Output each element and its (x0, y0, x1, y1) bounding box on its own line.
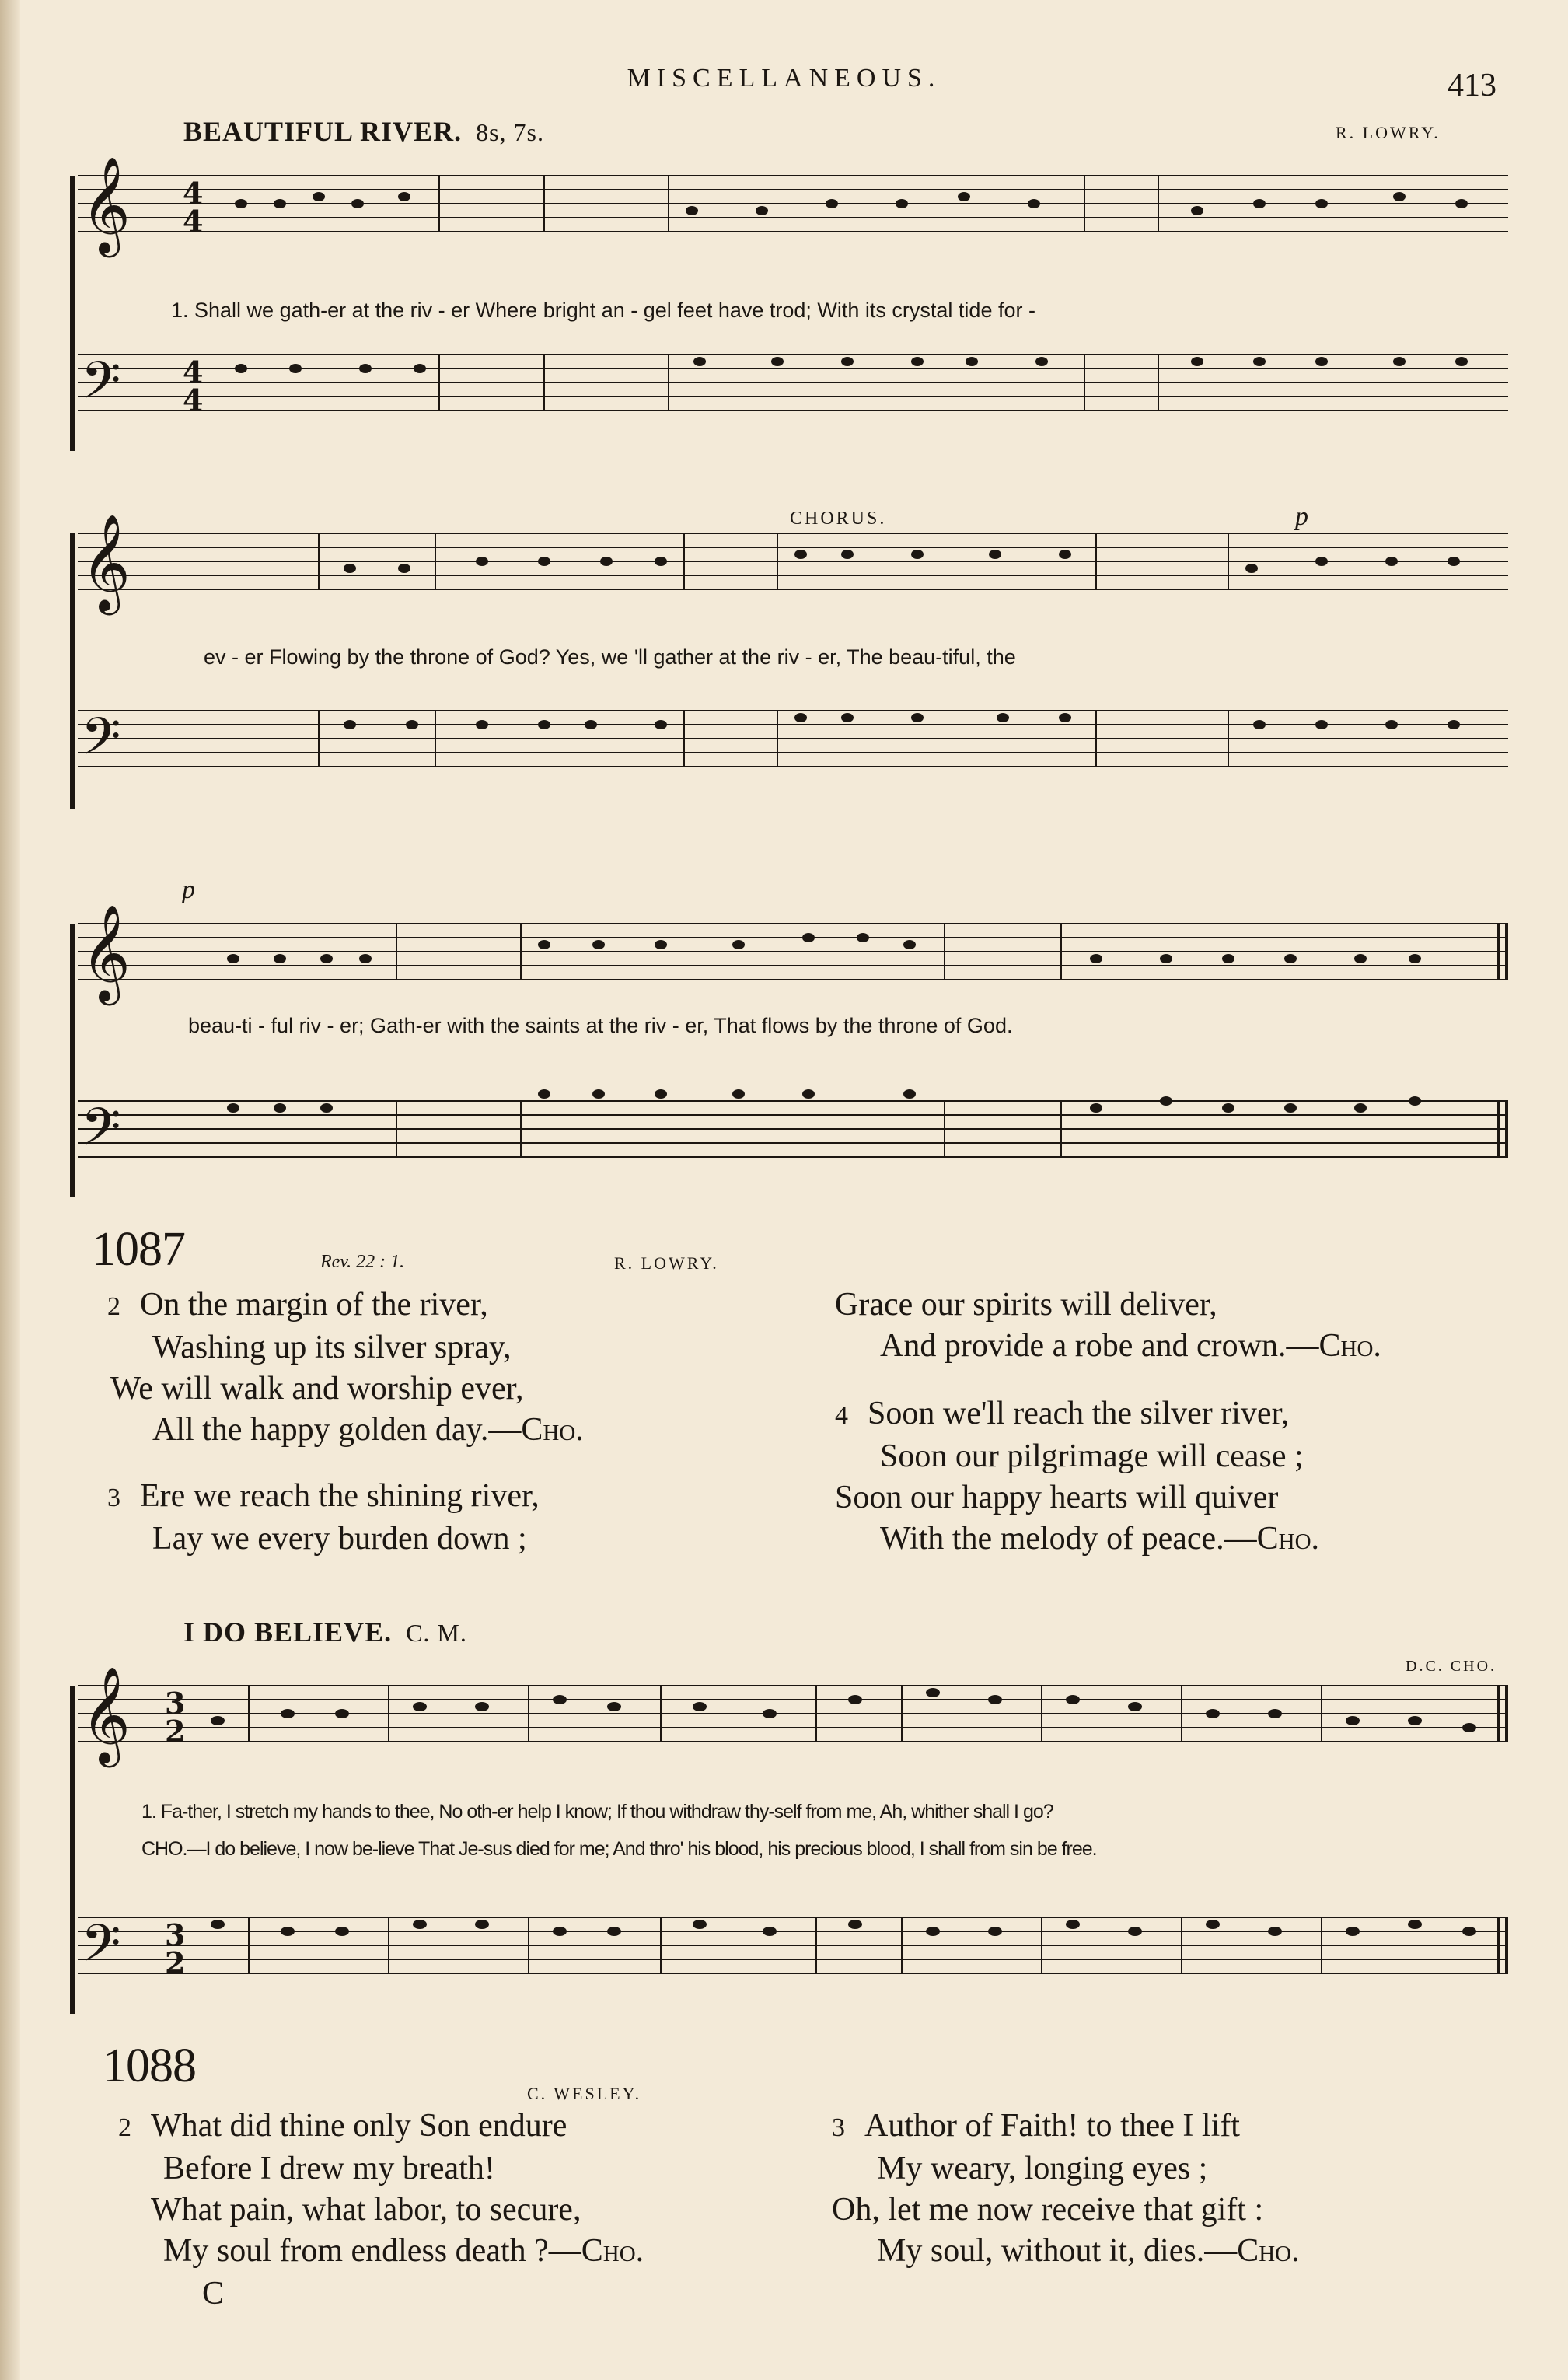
stanza-1088-3 (832, 2106, 1300, 2272)
stanza-number: 4 (835, 1401, 848, 1430)
bass-clef-2: 𝄢 (81, 707, 121, 779)
treble-clef-4: 𝄞 (81, 1666, 131, 1763)
stanza-line: On the margin of the river, (140, 1287, 488, 1323)
stanza-number: 2 (107, 1292, 120, 1321)
stanza-number: 3 (107, 1484, 120, 1512)
chorus-cue: Cho. (581, 2233, 644, 2269)
hymn-author-1088: C. WESLEY. (527, 2084, 642, 2103)
stanza-line: All the happy golden day.— (152, 1412, 522, 1448)
lyrics-system-2: ev - er Flowing by the throne of God? Yes, we 'll gather at the riv - er, The beau-tiful, the (204, 645, 1016, 669)
stanza-line: What pain, what labor, to secure, (151, 2192, 581, 2228)
chorus-cue: Cho. (1256, 1521, 1320, 1557)
stanza-line: Soon we'll reach the silver river, (868, 1396, 1290, 1431)
stanza-1088-2 (118, 2106, 644, 2272)
tune-composer: R. LOWRY. (1336, 123, 1441, 142)
stanza-line: Soon our happy hearts will quiver (835, 1480, 1279, 1515)
stanza-line: Before I drew my breath! (163, 2151, 495, 2186)
stanza-line: My weary, longing eyes ; (877, 2151, 1208, 2186)
stanza-line: Washing up its silver spray, (152, 1330, 512, 1365)
stanza-number: 2 (118, 2113, 131, 2142)
stanza-line: My soul from endless death ?— (163, 2233, 581, 2269)
stanza-line: Lay we every burden down ; (152, 1521, 527, 1557)
time-signature-treble-2: 3 (165, 1686, 186, 1721)
svg-text:2: 2 (165, 1945, 186, 1980)
bass-clef-1: 𝄢 (81, 351, 121, 423)
svg-text:4: 4 (183, 383, 204, 418)
time-signature-bass-2: 3 (165, 1917, 186, 1952)
chorus-cue: Cho. (521, 1412, 584, 1448)
tune-meter: C. M. (406, 1619, 467, 1647)
running-head: MISCELLANEOUS. (627, 64, 941, 93)
time-signature-treble: 4 (183, 176, 204, 211)
tune-name: BEAUTIFUL RIVER. (183, 116, 463, 147)
scripture-reference: Rev. 22 : 1. (320, 1252, 405, 1272)
treble-clef-2: 𝄞 (81, 514, 131, 611)
stanza-line: Author of Faith! to thee I lift (864, 2108, 1240, 2144)
dc-chorus-mark: D.C. CHO. (1406, 1658, 1497, 1675)
stanza-line: My soul, without it, dies.— (877, 2233, 1238, 2269)
treble-clef-3: 𝄞 (81, 904, 131, 1001)
page-number: 413 (1448, 68, 1496, 103)
hymn-author-1087: R. LOWRY. (614, 1253, 719, 1273)
chorus-mark: CHORUS. (790, 509, 887, 529)
chorus-cue: Cho. (1237, 2233, 1300, 2269)
stanza-line: We will walk and worship ever, (110, 1371, 524, 1407)
lyrics-system-1: 1. Shall we gath-er at the riv - er Where bright an - gel feet have trod; With its crystal tide for - (171, 299, 1035, 322)
tune-meter: 8s, 7s. (476, 118, 544, 146)
bass-clef-4: 𝄢 (81, 1913, 121, 1986)
printer-signature: C (202, 2276, 225, 2312)
lyrics-system-3: beau-ti - ful riv - er; Gath-er with the saints at the riv - er, That flows by the throne of God. (188, 1014, 1013, 1037)
treble-clef-1: 𝄞 (81, 156, 131, 253)
stanza-line: Oh, let me now receive that gift : (832, 2192, 1264, 2228)
stanza-line: And provide a robe and crown.— (880, 1328, 1319, 1364)
stanza-line: Soon our pilgrimage will cease ; (880, 1438, 1304, 1474)
stanza-line: Grace our spirits will deliver, (835, 1287, 1217, 1323)
bass-clef-3: 𝄢 (81, 1097, 121, 1169)
chorus-cue: Cho. (1318, 1328, 1381, 1364)
svg-text:4: 4 (183, 204, 204, 239)
verse-lyrics: 1. Fa-ther, I stretch my hands to thee, No oth-er help I know; If thou withdraw thy-self from me, Ah, whither shall I go? (141, 1801, 1053, 1823)
stanza-line: With the melody of peace.— (880, 1521, 1257, 1557)
tune-name: I DO BELIEVE. (183, 1616, 393, 1648)
dynamic-mark-1: p (1295, 502, 1308, 531)
stanza-number: 3 (832, 2113, 845, 2142)
stanza-line: What did thine only Son endure (151, 2108, 567, 2144)
hymn-number-1088: 1088 (103, 2039, 196, 2092)
chorus-lyrics: CHO.—I do believe, I now be-lieve That Je-sus died for me; And thro' his blood, his precious blood, I shall from sin be free. (141, 1838, 1097, 1860)
dynamic-mark-2: p (182, 875, 195, 904)
time-signature-bass: 4 (183, 355, 204, 390)
hymn-number-1087: 1087 (92, 1223, 185, 1276)
stanza-line: Ere we reach the shining river, (140, 1478, 540, 1514)
svg-text:2: 2 (165, 1714, 186, 1749)
